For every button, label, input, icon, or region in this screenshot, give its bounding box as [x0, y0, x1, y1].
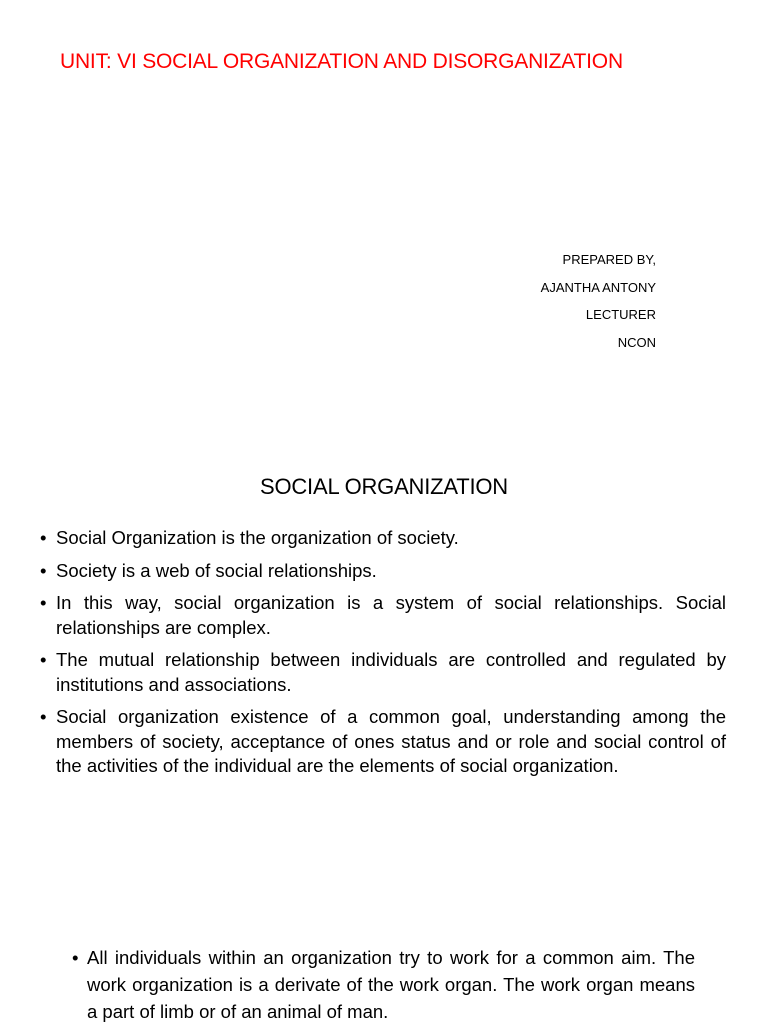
title-slide: [0, 0, 768, 430]
unit-title: UNIT: VI SOCIAL ORGANIZATION AND DISORGANIZATION: [60, 50, 623, 73]
author-institution: NCON: [617, 334, 656, 350]
author-role: LECTURER: [585, 307, 656, 322]
list-item: [40, 648, 726, 697]
bullet-text: Social organization existence of a common goal, understanding among the members of society, acceptance of ones status and or role and social control of the activities of the individual are the elements of social organization.: [56, 706, 726, 776]
bullet-list: [72, 944, 695, 1025]
bullet-text: Social Organization is the organization of society.: [56, 527, 459, 548]
bullet-icon: •: [40, 527, 47, 548]
list-item: [40, 705, 726, 779]
bullet-text: In this way, social organization is a system of social relationships. Social relationships are complex.: [56, 592, 726, 638]
social-organization-slide: [0, 430, 768, 900]
bullet-icon: •: [40, 649, 47, 670]
prepared-by-block: [541, 246, 656, 356]
bullet-text: All individuals within an organization try to work for a common aim. The work organization is a derivate of the work organ. The work organ means a part of limb or of an animal of man.: [87, 947, 695, 1022]
list-item: [40, 526, 726, 551]
bullet-list: [40, 526, 726, 787]
bullet-icon: •: [40, 706, 47, 727]
bullet-icon: •: [40, 592, 47, 613]
bullet-text: The mutual relationship between individuals are controlled and regulated by institutions and associations.: [56, 649, 726, 695]
bullet-icon: •: [72, 947, 79, 968]
bullet-icon: •: [40, 559, 47, 581]
list-item: [72, 944, 695, 1025]
list-item: [40, 591, 726, 640]
author-name: AJANTHA ANTONY: [540, 279, 656, 295]
bullet-text: Society is a web of social relationships.: [56, 559, 377, 581]
slide-heading: SOCIAL ORGANIZATION: [259, 474, 508, 499]
work-organization-slide: [0, 900, 768, 1024]
list-item: [40, 559, 726, 584]
prepared-by-label: PREPARED BY,: [562, 252, 656, 267]
